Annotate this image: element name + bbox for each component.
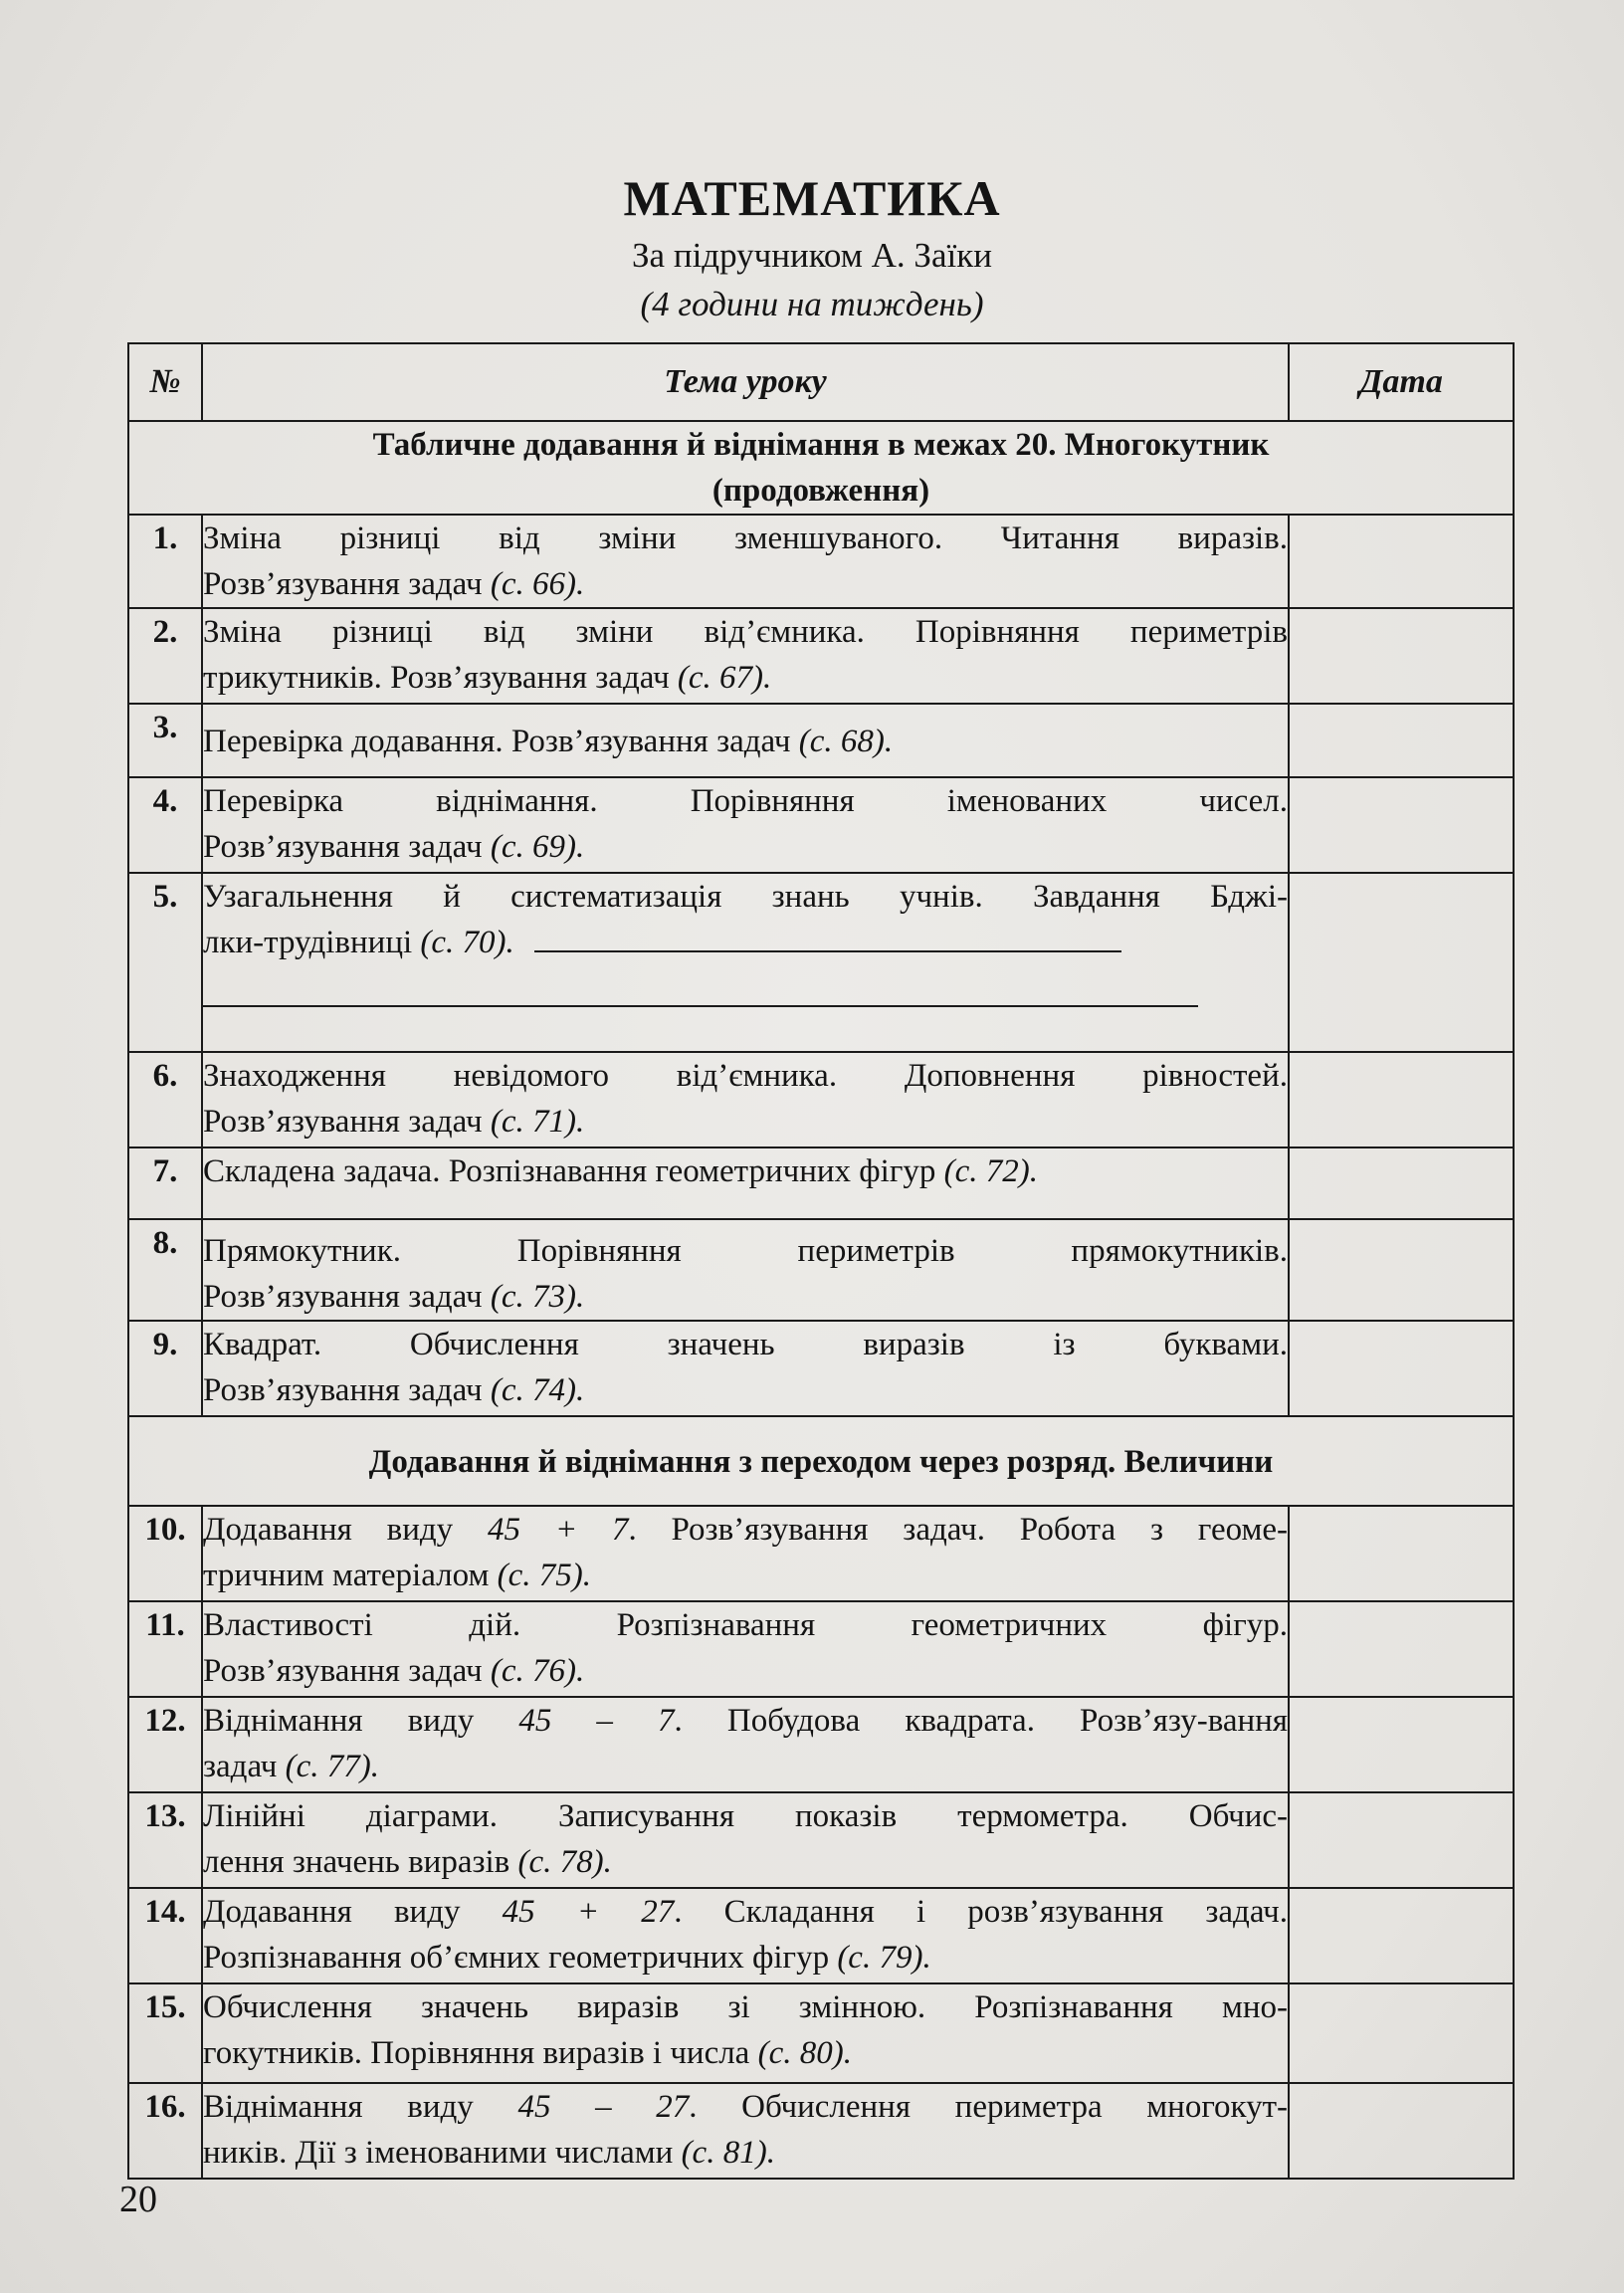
row-num: 9. <box>128 1321 202 1416</box>
row-expression: 45 + 27 <box>502 1894 675 1930</box>
blank-line[interactable] <box>534 921 1121 952</box>
row-num: 2. <box>128 608 202 704</box>
row-topic-line2: гокутників. Порівняння виразів і числа <box>203 2035 758 2071</box>
table-row <box>128 1888 1514 1983</box>
row-expression: 45 + 7 <box>488 1512 629 1548</box>
row-topic-line2: Розв’язування задач <box>203 1279 491 1315</box>
table-row <box>128 1147 1514 1219</box>
row-topic-line1-rest: . Побудова квадрата. Розв’язу-вання <box>674 1703 1288 1739</box>
row-topic-line1: Квадрат. Обчислення значень виразів із буквами. <box>203 1327 1288 1362</box>
date-cell[interactable] <box>1289 777 1514 873</box>
date-cell[interactable] <box>1289 1888 1514 1983</box>
row-topic <box>202 608 1289 704</box>
date-cell[interactable] <box>1289 704 1514 777</box>
row-topic-line2: ників. Дії з іменованими числами <box>203 2135 682 2171</box>
section-heading <box>128 421 1514 515</box>
row-topic-line1: Обчислення значень виразів зі змінною. Розпізнавання мно- <box>203 1989 1288 2025</box>
date-cell[interactable] <box>1289 608 1514 704</box>
row-topic-line2: Розв’язування задач <box>203 1104 491 1140</box>
row-num: 1. <box>128 515 202 608</box>
page-number: 20 <box>119 2179 157 2220</box>
table-row <box>128 1697 1514 1792</box>
blank-line[interactable] <box>203 965 1198 1007</box>
row-topic-line1-rest: . Розв’язування задач. Робота з геоме- <box>628 1512 1288 1548</box>
row-topic-line2: тричним матеріалом <box>203 1558 498 1593</box>
date-cell[interactable] <box>1289 1792 1514 1888</box>
row-topic <box>202 2083 1289 2179</box>
table-row <box>128 1506 1514 1601</box>
table-row <box>128 515 1514 608</box>
table-row <box>128 1792 1514 1888</box>
row-topic <box>202 1792 1289 1888</box>
row-topic-line1: Властивості дій. Розпізнавання геометричних фігур. <box>203 1607 1288 1643</box>
row-num: 5. <box>128 873 202 1052</box>
row-page-ref: (с. 79). <box>837 1940 931 1976</box>
table-row <box>128 777 1514 873</box>
row-topic <box>202 1888 1289 1983</box>
row-topic <box>202 1983 1289 2083</box>
row-topic <box>202 1506 1289 1601</box>
row-page-ref: (с. 72). <box>943 1153 1039 1189</box>
row-topic-line1: Зміна різниці від зміни від’ємника. Порівняння периметрів <box>203 614 1288 650</box>
lessons-table <box>127 342 1515 2180</box>
row-page-ref: (с. 80). <box>757 2035 852 2071</box>
row-num: 12. <box>128 1697 202 1792</box>
row-topic-line1: Віднімання виду <box>203 1703 519 1739</box>
row-expression: 45 – 27 <box>517 2089 690 2125</box>
table-row <box>128 1601 1514 1697</box>
row-page-ref: (с. 78). <box>517 1844 612 1880</box>
row-topic-line2: Розпізнавання об’ємних геометричних фігур <box>203 1940 838 1976</box>
row-page-ref: (с. 73). <box>490 1279 585 1315</box>
row-page-ref: (с. 69). <box>490 829 585 865</box>
row-page-ref: (с. 74). <box>490 1372 585 1408</box>
row-topic-line1: Віднімання виду <box>203 2089 518 2125</box>
section-heading: Додавання й віднімання з переходом через розряд. Величини <box>128 1416 1514 1506</box>
row-num: 10. <box>128 1506 202 1601</box>
row-page-ref: (с. 67). <box>677 660 772 696</box>
row-topic-line2: трикутників. Розв’язування задач <box>203 660 678 696</box>
row-topic-line1: Прямокутник. Порівняння периметрів прямокутників. <box>203 1233 1288 1269</box>
row-num: 14. <box>128 1888 202 1983</box>
row-topic-line1: Перевірка додавання. Розв’язування задач <box>203 724 799 759</box>
row-topic-line1: Знаходження невідомого від’ємника. Доповнення рівностей. <box>203 1058 1288 1094</box>
date-cell[interactable] <box>1289 873 1514 1052</box>
row-topic <box>202 1601 1289 1697</box>
date-cell[interactable] <box>1289 1052 1514 1147</box>
date-cell[interactable] <box>1289 1697 1514 1792</box>
date-cell[interactable] <box>1289 515 1514 608</box>
row-num: 15. <box>128 1983 202 2083</box>
row-topic-line1: Зміна різниці від зміни зменшуваного. Читання виразів. <box>203 521 1288 556</box>
header-topic: Тема уроку <box>202 343 1289 421</box>
row-page-ref: (с. 66). <box>490 566 585 602</box>
row-topic <box>202 1052 1289 1147</box>
section-row <box>128 421 1514 515</box>
section-heading-line1: Табличне додавання й віднімання в межах 20. Многокутник <box>372 427 1270 463</box>
row-topic-line1: Перевірка віднімання. Порівняння іменованих чисел. <box>203 783 1288 819</box>
row-topic-line2: лення значень виразів <box>203 1844 518 1880</box>
table-row <box>128 1983 1514 2083</box>
date-cell[interactable] <box>1289 1219 1514 1321</box>
date-cell[interactable] <box>1289 1506 1514 1601</box>
table-row <box>128 2083 1514 2179</box>
row-page-ref: (с. 75). <box>497 1558 592 1593</box>
date-cell[interactable] <box>1289 2083 1514 2179</box>
date-cell[interactable] <box>1289 1983 1514 2083</box>
row-topic <box>202 873 1289 1052</box>
page-subtitle: За підручником А. Заїки <box>632 236 992 275</box>
row-topic-line1-rest: . Складання і розв’язування задач. <box>674 1894 1288 1930</box>
row-num: 8. <box>128 1219 202 1321</box>
row-topic-line2: Розв’язування задач <box>203 1653 491 1689</box>
date-cell[interactable] <box>1289 1321 1514 1416</box>
row-page-ref: (с. 68). <box>798 724 894 759</box>
page-title: МАТЕМАТИКА <box>623 170 1001 226</box>
table-row <box>128 1321 1514 1416</box>
row-page-ref: (с. 70). <box>420 925 514 960</box>
header-num: № <box>128 343 202 421</box>
row-page-ref: (с. 81). <box>681 2135 775 2171</box>
hours-note: (4 години на тиждень) <box>640 285 984 323</box>
row-topic <box>202 704 1289 777</box>
row-num: 13. <box>128 1792 202 1888</box>
row-num: 6. <box>128 1052 202 1147</box>
row-topic-line2: лки-трудівниці <box>203 925 421 960</box>
row-topic <box>202 777 1289 873</box>
row-topic-line2: Розв’язування задач <box>203 829 491 865</box>
row-page-ref: (с. 77). <box>285 1749 380 1784</box>
row-num: 3. <box>128 704 202 777</box>
row-page-ref: (с. 76). <box>490 1653 585 1689</box>
row-topic <box>202 515 1289 608</box>
table-row <box>128 1219 1514 1321</box>
row-topic-line1: Узагальнення й систематизація знань учнів. Завдання Бджі- <box>203 879 1288 915</box>
row-topic-line2: Розв’язування задач <box>203 566 491 602</box>
row-num: 11. <box>128 1601 202 1697</box>
table-row <box>128 873 1514 1052</box>
row-page-ref: (с. 71). <box>490 1104 585 1140</box>
row-topic-line1: Лінійні діаграми. Записування показів термометра. Обчис- <box>203 1798 1288 1834</box>
table-row <box>128 608 1514 704</box>
row-topic <box>202 1219 1289 1321</box>
row-topic-line1: Додавання виду <box>203 1512 488 1548</box>
row-topic-line2: задач <box>203 1749 286 1784</box>
row-expression: 45 – 7 <box>518 1703 675 1739</box>
row-topic-line1: Складена задача. Розпізнавання геометричних фігур <box>203 1153 944 1189</box>
row-num: 16. <box>128 2083 202 2179</box>
header-date: Дата <box>1289 343 1514 421</box>
section-row <box>128 1416 1514 1506</box>
row-topic <box>202 1321 1289 1416</box>
date-cell[interactable] <box>1289 1601 1514 1697</box>
section-heading-line2: (продовження) <box>711 473 930 509</box>
table-header-row <box>128 343 1514 421</box>
row-topic <box>202 1147 1289 1219</box>
row-topic-line1: Додавання виду <box>203 1894 503 1930</box>
row-topic-line2: Розв’язування задач <box>203 1372 491 1408</box>
row-num: 7. <box>128 1147 202 1219</box>
row-topic-line1-rest: . Обчислення периметра многокут- <box>689 2089 1289 2125</box>
table-row <box>128 704 1514 777</box>
row-topic <box>202 1697 1289 1792</box>
date-cell[interactable] <box>1289 1147 1514 1219</box>
row-num: 4. <box>128 777 202 873</box>
table-row <box>128 1052 1514 1147</box>
